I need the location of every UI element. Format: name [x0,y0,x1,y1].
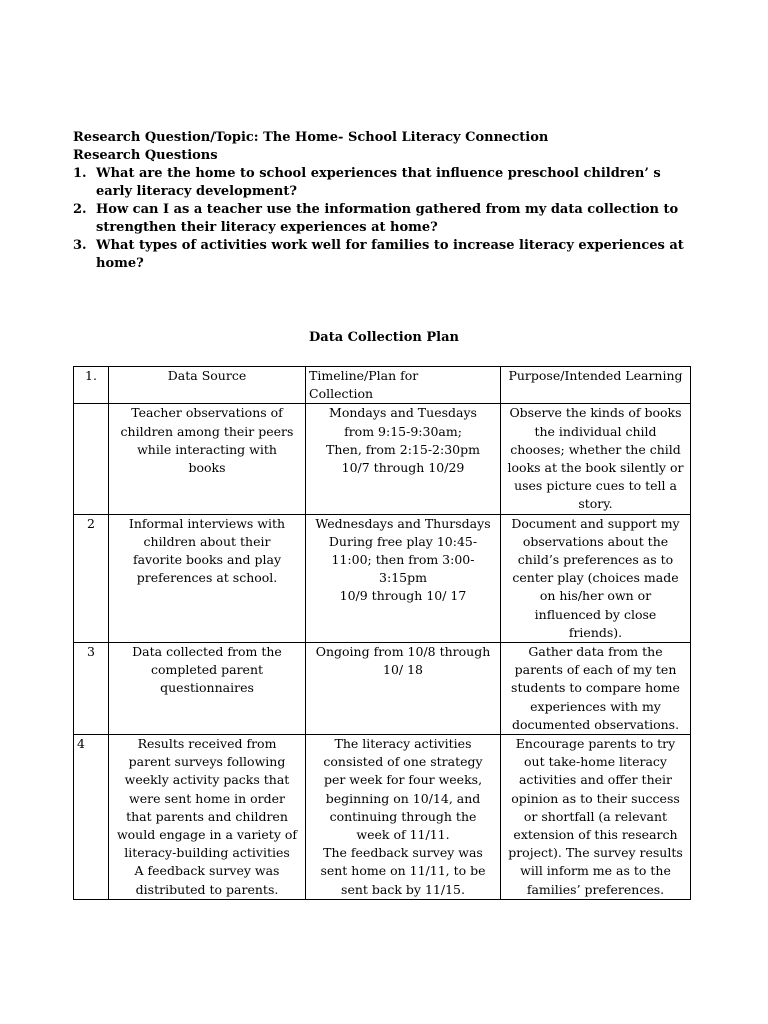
question-text: What are the home to school experiences that influence preschool children’ s early literacy development? [96,166,661,199]
research-header [73,129,693,273]
research-question [73,201,693,237]
row-timeline-cell: The literacy activities consisted of one strategy per week for four weeks, beginning on 10/14, and continuing through the week of 11/11. The feedback survey was sent home on 11/11, to be sent back by 11/15. [306,735,501,900]
row-source-cell: Data collected from the completed parent questionnaires [109,643,306,735]
row-timeline-cell: Mondays and Tuesdays from 9:15-9:30am; Then, from 2:15-2:30pm 10/7 through 10/29 [306,404,501,514]
row-source-cell: Teacher observations of children among their peers while interacting with books [109,404,306,514]
row-timeline-cell: Ongoing from 10/8 through 10/ 18 [306,643,501,735]
row-number-cell: 4 [74,735,109,900]
research-questions-list [73,165,693,273]
question-number: 2. [73,202,87,217]
row-purpose-cell: Gather data from the parents of each of my ten students to compare home experiences with my documented observations. [501,643,691,735]
header-timeline-cell: Timeline/Plan for Collection [306,367,501,404]
research-question [73,237,693,273]
research-question [73,165,693,201]
question-text: How can I as a teacher use the information gathered from my data collection to strengthen their literacy experiences at home? [96,202,679,235]
table-row [74,404,691,514]
header-purpose-cell: Purpose/Intended Learning [501,367,691,404]
row-number-cell: 3 [74,643,109,735]
question-text: What types of activities work well for families to increase literacy experiences at home? [96,238,684,271]
questions-heading: Research Questions [73,148,218,163]
row-number-cell [74,404,109,514]
row-source-cell: Informal interviews with children about their favorite books and play preferences at school. [109,514,306,642]
data-collection-table [73,366,691,900]
table-header-row [74,367,691,404]
topic-line: Research Question/Topic: The Home- School Literacy Connection [73,130,549,145]
row-purpose-cell: Observe the kinds of books the individual child chooses; whether the child looks at the book silently or uses picture cues to tell a story. [501,404,691,514]
row-purpose-cell: Document and support my observations about the child’s preferences as to center play (choices made on his/her own or influenced by close friends). [501,514,691,642]
plan-title: Data Collection Plan [309,330,459,345]
row-source-cell: Results received from parent surveys following weekly activity packs that were sent home in order that parents and children would engage in a variety of literacy-building activities A feedback survey was distributed to parents. [109,735,306,900]
row-purpose-cell: Encourage parents to try out take-home literacy activities and offer their opinion as to their success or shortfall (a relevant extension of this research project). The survey results will inform me as to the families’ preferences. [501,735,691,900]
header-source-cell: Data Source [109,367,306,404]
row-timeline-cell: Wednesdays and Thursdays During free play 10:45- 11:00; then from 3:00- 3:15pm 10/9 through 10/ 17 [306,514,501,642]
table-row [74,514,691,642]
question-number: 3. [73,238,87,253]
question-number: 1. [73,166,87,181]
table-row [74,735,691,900]
table-row [74,643,691,735]
header-number-cell: 1. [74,367,109,404]
row-number-cell: 2 [74,514,109,642]
